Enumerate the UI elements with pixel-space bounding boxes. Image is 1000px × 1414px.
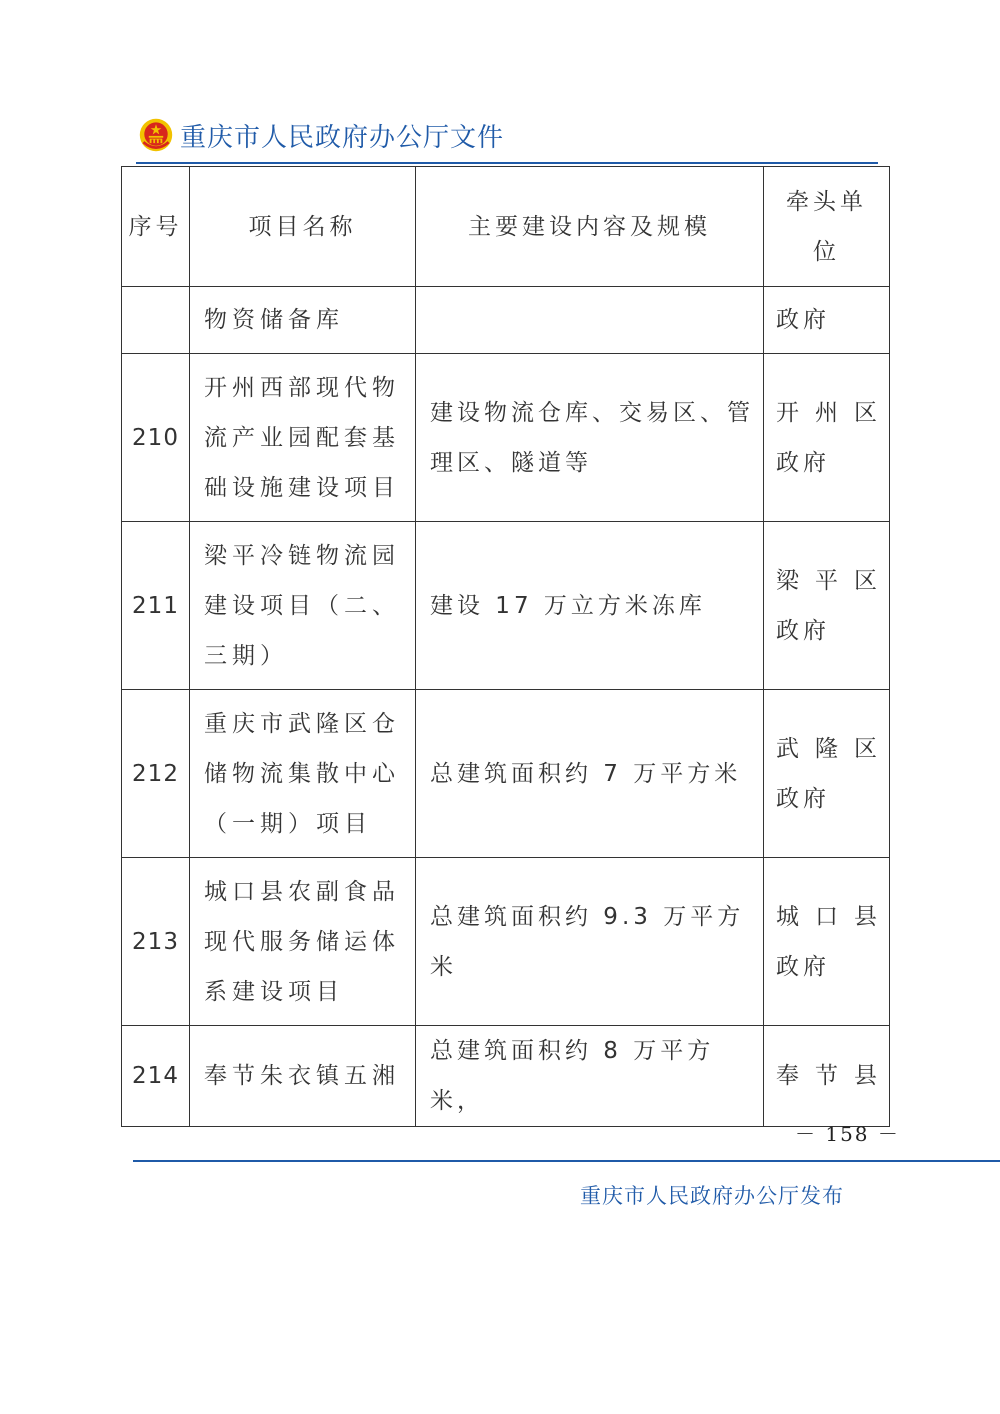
row-no: 210 [122,354,190,522]
table-row [122,858,890,1026]
table-row [122,690,890,858]
row-content: 建设物流仓库、交易区、管理区、隧道等 [416,354,764,522]
row-unit [764,1026,890,1127]
project-table [121,166,890,1127]
row-no: 212 [122,690,190,858]
row-no: 213 [122,858,190,1026]
footer-publisher: 重庆市人民政府办公厅发布 [580,1184,844,1208]
row-no [122,287,190,354]
header-content: 主要建设内容及规模 [416,167,764,287]
row-unit-line1: 城 口 县 [776,903,877,930]
row-content: 总建筑面积约 9.3 万平方米 [416,858,764,1026]
row-content [416,287,764,354]
row-unit-line2: 政府 [776,307,830,333]
row-unit [764,858,890,1026]
row-content: 总建筑面积约 7 万平方米 [416,690,764,858]
row-name: 重庆市武隆区仓储物流集散中心（一期）项目 [190,690,416,858]
header-unit-line1: 牵头单 [786,188,867,215]
table-row [122,1026,890,1127]
row-content: 总建筑面积约 8 万平方米， [416,1026,764,1127]
row-name: 梁平冷链物流园建设项目（二、三期） [190,522,416,690]
row-unit-line2: 政府 [776,953,830,980]
header-divider [136,162,878,164]
row-unit-line2: 政府 [776,785,830,812]
header-title: 重庆市人民政府办公厅文件 [180,122,505,153]
header-no: 序号 [122,167,190,287]
row-unit [764,354,890,522]
footer-divider [133,1160,1000,1162]
header-name: 项目名称 [190,167,416,287]
row-unit-line2: 政府 [776,449,830,476]
row-content: 建设 17 万立方米冻库 [416,522,764,690]
table-row [122,287,890,354]
row-unit-line1: 开 州 区 [776,399,877,426]
document-header [138,112,504,158]
table-row [122,522,890,690]
row-name: 开州西部现代物流产业园配套基础设施建设项目 [190,354,416,522]
row-no: 211 [122,522,190,690]
national-emblem-icon [138,117,174,153]
row-unit-line1: 武 隆 区 [776,735,877,762]
row-unit [764,522,890,690]
header-unit [764,167,890,287]
row-unit [764,287,890,354]
row-name: 城口县农副食品现代服务储运体系建设项目 [190,858,416,1026]
row-name: 物资储备库 [190,287,416,354]
row-unit-line2: 政府 [776,617,830,644]
row-no: 214 [122,1026,190,1127]
page-number: － 158 － [795,1122,900,1146]
header-unit-line2: 位 [813,238,840,265]
row-unit-line1: 梁 平 区 [776,567,877,594]
table-header-row [122,167,890,287]
table-row [122,354,890,522]
row-unit-line1: 奉 节 县 [776,1063,877,1089]
row-name: 奉节朱衣镇五湘 [190,1026,416,1127]
row-unit [764,690,890,858]
